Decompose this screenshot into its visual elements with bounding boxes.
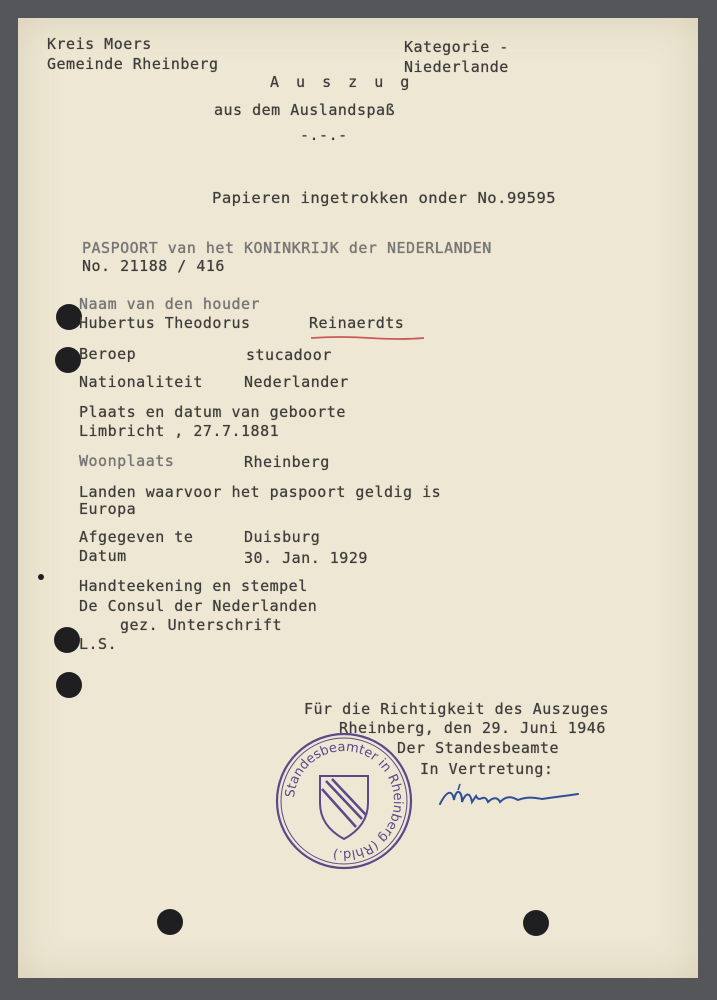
afgegeven-value: Duisburg bbox=[244, 528, 321, 546]
geboorte-label: Plaats en datum van geboorte bbox=[79, 403, 346, 421]
document-title: A u s z u g bbox=[270, 73, 414, 91]
coat-of-arms-icon bbox=[320, 776, 368, 839]
punch-hole bbox=[55, 347, 81, 373]
passport-title: PASPOORT van het KONINKRIJK der NEDERLANDEN bbox=[82, 239, 492, 257]
punch-hole bbox=[54, 627, 80, 653]
naam-value: Hubertus Theodorus bbox=[79, 314, 251, 332]
cert-line-4: In Vertretung: bbox=[420, 760, 554, 778]
woonplaats-value: Rheinberg bbox=[244, 453, 330, 471]
punch-hole bbox=[38, 574, 44, 580]
land-label: Niederlande bbox=[404, 58, 509, 76]
landen-label: Landen waarvoor het paspoort geldig is bbox=[79, 483, 442, 501]
naam-surname: Reinaerdts bbox=[309, 314, 405, 332]
document-subtitle: aus dem Auslandspaß bbox=[214, 101, 396, 119]
official-stamp bbox=[274, 731, 414, 871]
punch-hole bbox=[523, 910, 549, 936]
datum-value: 30. Jan. 1929 bbox=[244, 549, 368, 567]
ls-line: L.S. bbox=[79, 635, 118, 653]
nationaliteit-value: Nederlander bbox=[244, 373, 349, 391]
consul-line: De Consul der Nederlanden bbox=[79, 597, 318, 615]
gemeinde-label: Gemeinde Rheinberg bbox=[47, 55, 219, 73]
handteekening-label: Handteekening en stempel bbox=[79, 577, 308, 595]
cert-line-1: Für die Richtigkeit des Auszuges bbox=[304, 700, 609, 718]
passport-number: No. 21188 / 416 bbox=[82, 257, 225, 275]
nationaliteit-label: Nationaliteit bbox=[79, 373, 203, 391]
landen-value: Europa bbox=[79, 500, 137, 518]
punch-hole bbox=[56, 672, 82, 698]
kreis-label: Kreis Moers bbox=[47, 35, 152, 53]
unterschrift-line: gez. Unterschrift bbox=[120, 616, 283, 634]
stamp-text: Standesbeamter in Rheinberg (Rhld.) bbox=[283, 739, 406, 863]
papieren-line: Papieren ingetrokken onder No.99595 bbox=[212, 189, 557, 207]
punch-hole bbox=[157, 909, 183, 935]
datum-label: Datum bbox=[79, 547, 127, 565]
afgegeven-label: Afgegeven te bbox=[79, 528, 194, 546]
naam-label: Naam van den houder bbox=[79, 295, 261, 313]
cert-line-3: Der Standesbeamte bbox=[397, 739, 560, 757]
beroep-value: stucadoor bbox=[246, 346, 332, 364]
surname-underline bbox=[310, 335, 425, 341]
cert-line-2: Rheinberg, den 29. Juni 1946 bbox=[339, 719, 606, 737]
woonplaats-label: Woonplaats bbox=[79, 452, 175, 470]
kategorie-label: Kategorie - bbox=[404, 38, 509, 56]
beroep-label: Beroep bbox=[79, 345, 137, 363]
title-separator: -.-.- bbox=[300, 126, 348, 144]
geboorte-value: Limbricht , 27.7.1881 bbox=[79, 422, 280, 440]
signature bbox=[438, 782, 583, 812]
